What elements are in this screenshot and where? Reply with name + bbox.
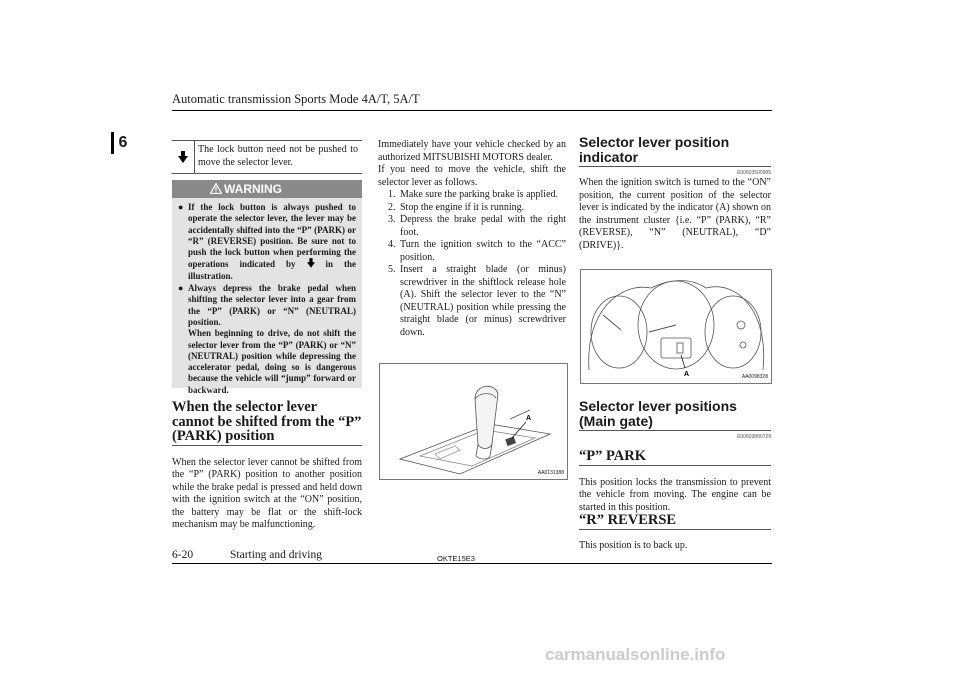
section-title: Selector lever positions (Main gate) [579,398,737,429]
warning-box [172,180,362,395]
note-icon-cell [172,141,195,173]
middle-column [378,139,566,339]
warning-item2-text-cont: When beginning to drive, do not shift the selector lever from the “P” (PARK) or “N” (NEUTRAL) position while depressing the accelerator pedal, doing so is dangerous because the vehicle will “jump” forward or backward. [188,328,356,395]
section-title: “R” REVERSE [579,512,677,528]
figure-label: A [526,415,532,422]
bullet-icon: ● [178,202,184,212]
section-title: When the selector lever cannot be shifted from the “P” (PARK) position [172,399,362,444]
list-item: 5. Insert a straight blade (or minus) screwdriver in the shiftlock release hole (A). Shift the selector lever to the “N” (NEUTRAL) position while pressing the straight blade (or minus) screwdriver down. [388,264,566,338]
header-rule [172,110,772,111]
list-item: 4. Turn the ignition switch to the “ACC” position. [388,239,566,263]
continued-text: Immediately have your vehicle checked by an authorized MITSUBISHI MOTORS dealer. [378,139,566,163]
running-header: Automatic transmission Sports Mode 4A/T, 5A/T [172,92,420,106]
section-rule [172,445,362,446]
section-title: “P” PARK [579,448,646,464]
list-item: 2. Stop the engine if it is running. [388,201,525,213]
list-item: 1. Make sure the parking brake is applied. [388,189,559,200]
note-text: The lock button need not be pushed to move the selector lever. [198,144,358,168]
figure-code: AA0098328 [741,374,768,380]
section-title: Selector lever position indicator [579,134,730,165]
down-arrow-icon [178,151,188,163]
warning-item1-text-end: in the illustration. [188,259,356,281]
footer-code: OKTE15E3 [437,554,475,563]
procedure-intro: If you need to move the vehicle, shift the selector lever as follows. [378,164,566,188]
section-body: This position locks the transmission to prevent the vehicle from moving. The engine can be started in this position. [579,476,771,513]
instrument-cluster-figure [580,269,772,384]
section-body: When the ignition switch is turned to the “ON” position, the current position of the selector lever is indicated by the indicator (A) shown on the instrument cluster {i.e. “P” (PARK), “R” (REVERSE), “N” (NEUTRAL), “D” (DRIVE)}. [579,177,771,251]
section-rule [579,430,771,431]
watermark: carmanualsonline.info [545,645,726,664]
section-park [579,449,771,514]
section-body: This position is to back up. [579,539,688,551]
warning-item [178,202,356,282]
section-positions [579,399,771,440]
section-indicator [579,135,771,252]
warning-item1-text: If the lock button is always pushed to operate the selector lever, the lever may be accidentally shifted into the “P” (PARK) or “R” (REVERSE) position. Be sure not to push the lock button when performing the operations indicated by [188,202,356,270]
warning-header [172,180,362,198]
page-number: 6-20 [172,549,194,561]
figure-code: AA0131388 [537,470,564,476]
section-rule [579,465,771,466]
section-rule [579,529,771,530]
section-code: E00603800729 [737,434,771,440]
list-item: 3. Depress the brake pedal with the right foot. [388,214,566,238]
instrument-cluster-illustration [581,270,771,383]
procedure-list [378,189,566,339]
warning-item [178,283,356,396]
warning-title: WARNING [224,182,282,196]
footer-rule [172,563,772,564]
section-body: When the selector lever cannot be shifted from the “P” (PARK) position to another position while the brake pedal is pressed and held down with the ignition switch at the “ON” position, the battery may be flat or the shift-lock mechanism may be malfunctioning. [172,456,362,530]
section-code: E00603500985 [737,170,771,176]
figure-label: A [684,371,690,378]
shift-lever-figure [379,363,568,480]
section-shift-lock [172,400,362,532]
chapter-tab: 6 [111,132,132,154]
shift-lever-illustration [380,364,567,479]
down-arrow-icon [307,258,315,268]
note-box [172,140,362,174]
section-rule [579,166,771,167]
warning-triangle-icon [210,183,222,194]
bullet-icon: ● [178,283,184,294]
footer-section: Starting and driving [230,549,322,561]
warning-item2-text: Always depress the brake pedal when shifting the selector lever into a gear from the “P” (PARK) or “N” (NEUTRAL) position. [188,283,356,327]
section-reverse [579,513,771,552]
